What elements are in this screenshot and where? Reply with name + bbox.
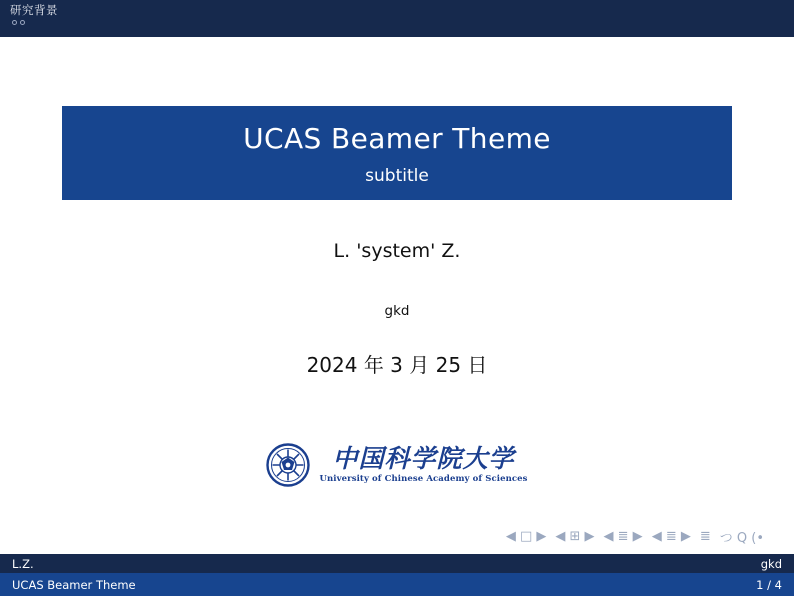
nav-section-icon[interactable]: ◀ ≣ ▶ [651, 529, 691, 544]
footer-page-number: 1 / 4 [756, 577, 782, 592]
title-block [62, 106, 732, 200]
logo-chinese-name: 中国科学院大学 [332, 444, 515, 474]
footer-title-row [0, 573, 794, 596]
presentation-subtitle: subtitle [365, 165, 429, 186]
ucas-logo [0, 443, 794, 487]
footer-institute: gkd [760, 556, 782, 571]
presentation-date: 2024 年 3 月 25 日 [306, 353, 488, 377]
nav-dot[interactable] [20, 20, 25, 25]
footer-author: L.Z. [12, 556, 34, 571]
logo-english-name: University of Chinese Academy of Sciences [319, 474, 528, 485]
nav-frame-icon[interactable]: ◀ ⊞ ▶ [555, 529, 595, 544]
slide-header-bar [0, 0, 794, 37]
section-title: 研究背景 [10, 3, 58, 17]
slide-body [0, 37, 794, 554]
presentation-title: UCAS Beamer Theme [243, 122, 551, 155]
footer-title: UCAS Beamer Theme [12, 577, 136, 592]
slide-footer [0, 554, 794, 596]
nav-back-search-icon[interactable]: つ Q (• [719, 531, 764, 546]
nav-slide-icon[interactable]: ◀ □ ▶ [505, 529, 547, 544]
beamer-navigation-symbols[interactable] [506, 527, 764, 546]
footer-author-row [0, 554, 794, 573]
nav-subsection-icon[interactable]: ◀ ≣ ▶ [603, 529, 643, 544]
navigation-dots[interactable] [12, 20, 25, 25]
institute-name: gkd [384, 303, 410, 319]
nav-presentation-icon[interactable]: ≣ [699, 529, 711, 544]
nav-dot[interactable] [12, 20, 17, 25]
author-name: L. 'system' Z. [333, 240, 461, 262]
ucas-emblem-icon [266, 443, 310, 487]
